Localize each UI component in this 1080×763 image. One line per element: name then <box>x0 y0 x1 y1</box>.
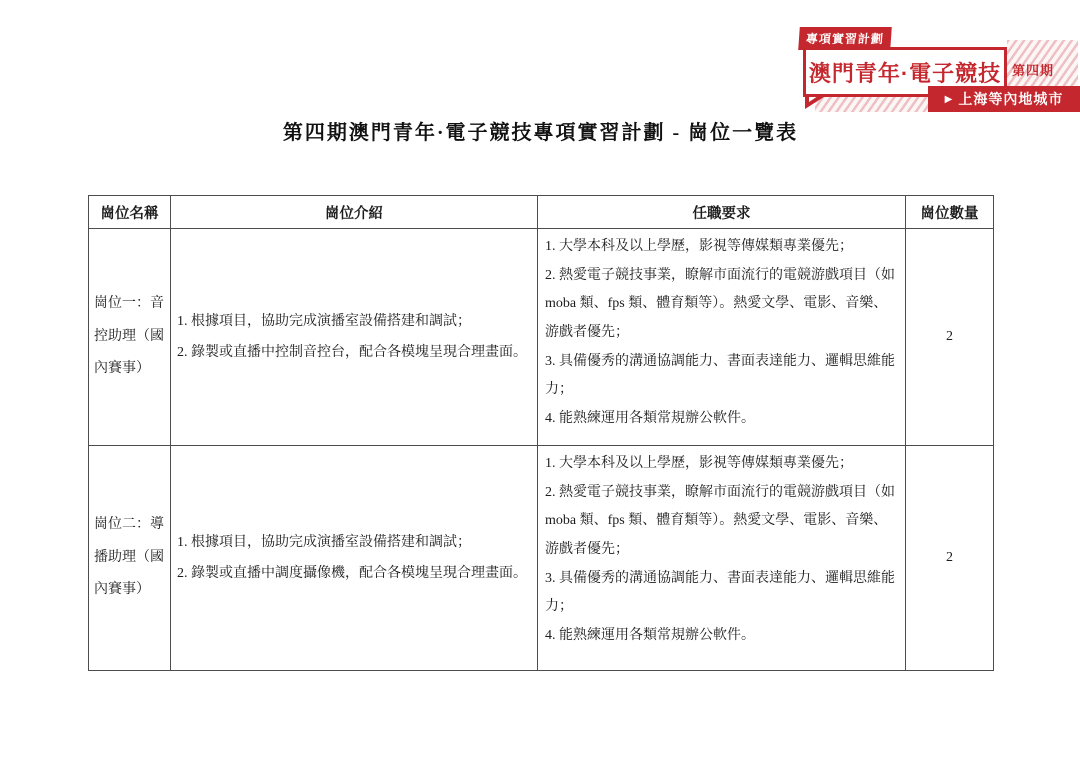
header-job-requirements: 任職要求 <box>538 196 906 229</box>
text-line: 2. 錄製或直播中控制音控台，配合各模塊呈現合理畫面。 <box>177 345 527 360</box>
text-line: 3. 具備優秀的溝通協調能力、書面表達能力、邏輯思維能力； <box>545 570 895 615</box>
position-name: 崗位二：導播助理（國內賽事） <box>89 446 171 671</box>
text-line: 4. 能熟練運用各類常規辦公軟件。 <box>545 411 755 427</box>
header-position-count: 崗位數量 <box>906 196 994 229</box>
text-line: 2. 熱愛電子競技事業，瞭解市面流行的電競游戲項目（如 moba 類、fps 類、體育類等）。熱愛文學、電影、音樂、游戲者優先； <box>545 267 895 341</box>
table-row <box>89 446 994 671</box>
position-requirements <box>538 229 906 446</box>
table-row <box>89 229 994 446</box>
text-line: 1. 大學本科及以上學歷，影視等傳媒類專業優先； <box>545 239 853 254</box>
logo-region-banner <box>928 86 1080 112</box>
text-line: 1. 大學本科及以上學歷，影視等傳媒類專業優先； <box>545 456 853 471</box>
position-intro <box>171 446 538 671</box>
position-count: 2 <box>906 446 994 671</box>
text-line: 2. 熱愛電子競技事業，瞭解市面流行的電競游戲項目（如 moba 類、fps 類、體育類等）。熱愛文學、電影、音樂、游戲者優先； <box>545 484 895 558</box>
header-position-name: 崗位名稱 <box>89 196 171 229</box>
position-name: 崗位一：音控助理（國內賽事） <box>89 229 171 446</box>
logo-region-text: 上海等內地城市 <box>958 91 1064 107</box>
program-logo <box>795 22 1080 117</box>
positions-table <box>88 195 994 671</box>
table-header-row <box>89 196 994 229</box>
logo-program-tag: 專項實習計劃 <box>798 27 892 50</box>
text-line: 1. 根據項目，協助完成演播室設備搭建和調試； <box>177 313 471 329</box>
position-requirements <box>538 446 906 671</box>
text-line: 1. 根據項目，協助完成演播室設備搭建和調試； <box>177 534 471 550</box>
header-position-intro: 崗位介紹 <box>171 196 538 229</box>
text-line: 3. 具備優秀的溝通協調能力、書面表達能力、邏輯思維能力； <box>545 353 895 398</box>
position-intro <box>171 229 538 446</box>
text-line: 4. 能熟練運用各類常規辦公軟件。 <box>545 628 755 644</box>
page-title: 第四期澳門青年·電子競技專項實習計劃 - 崗位一覽表 <box>282 122 799 144</box>
text-line: 2. 錄製或直播中調度攝像機，配合各模塊呈現合理畫面。 <box>177 566 527 581</box>
position-count: 2 <box>906 229 994 446</box>
logo-title: 澳門青年·電子競技 <box>803 47 1007 97</box>
play-arrow-icon: ▶ <box>944 93 954 105</box>
logo-phase-badge: 第四期 <box>1012 63 1055 78</box>
